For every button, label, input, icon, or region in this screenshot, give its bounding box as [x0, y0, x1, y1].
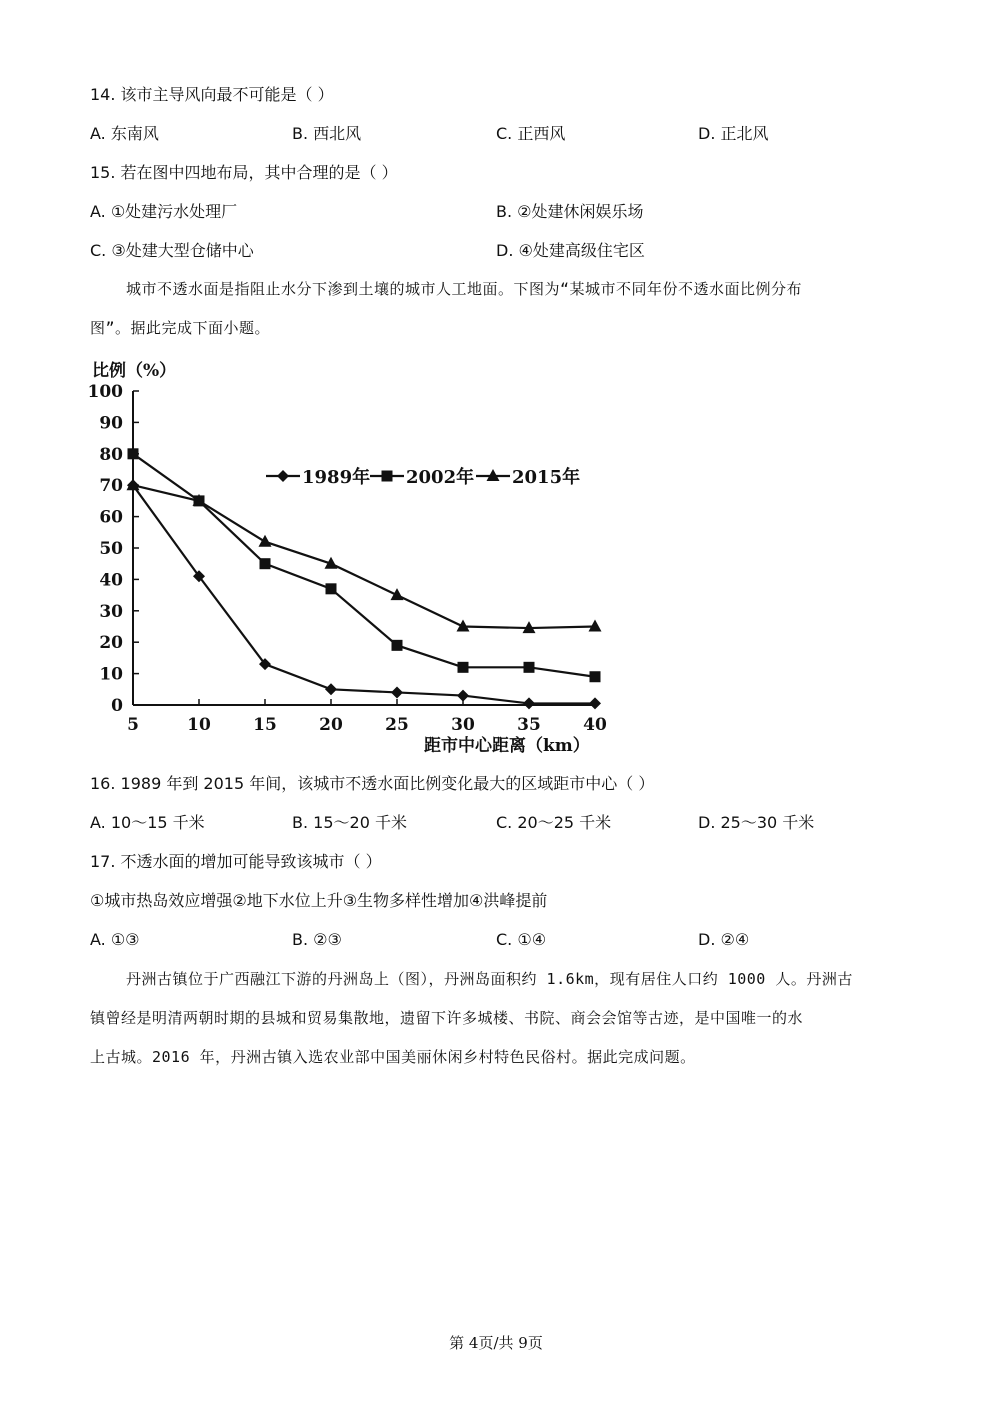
q17-option-a: A. ①③	[90, 930, 140, 949]
legend-item-0	[266, 466, 370, 488]
x-tick-label: 40	[583, 715, 607, 735]
data-point	[259, 535, 272, 547]
q16-stem: 16. 1989 年到 2015 年间，该城市不透水面比例变化最大的区域距市中心（ ）	[90, 774, 655, 793]
intro-paragraph-1	[90, 270, 910, 348]
y-tick-label: 50	[99, 539, 123, 559]
q16-option-c: C. 20～25 千米	[496, 813, 612, 832]
data-point	[458, 662, 469, 673]
x-tick-labels	[127, 715, 607, 735]
x-tick-label: 15	[253, 715, 277, 735]
impervious-surface-line-chart	[80, 355, 620, 765]
y-tick-label: 90	[99, 413, 123, 434]
q17-stem: 17. 不透水面的增加可能导致该城市（ ）	[90, 852, 382, 871]
series-2	[127, 478, 602, 633]
y-tick-label: 30	[99, 601, 123, 622]
legend-label: 1989年	[302, 467, 371, 488]
data-point	[589, 697, 601, 709]
data-point	[524, 662, 535, 673]
data-point	[590, 671, 601, 682]
q16-option-a: A. 10～15 千米	[90, 813, 205, 832]
y-tick-label: 100	[87, 382, 123, 402]
y-axis-label: 比例（%）	[92, 361, 177, 381]
y-tick-label: 40	[99, 570, 123, 591]
x-tick-label: 25	[385, 715, 409, 735]
q16-option-b: B. 15～20 千米	[292, 813, 407, 832]
data-point	[523, 697, 535, 709]
data-point	[326, 583, 337, 594]
intro1-line2: 图”。据此完成下面小题。	[90, 319, 271, 337]
data-point	[457, 690, 469, 702]
q14-option-a: A. 东南风	[90, 124, 159, 143]
intro2-line1: 丹洲古镇位于广西融江下游的丹洲岛上（图），丹洲岛面积约 1.6km，现有居住人口约 1000 人。丹洲古	[126, 970, 853, 988]
q14-option-b: B. 西北风	[292, 124, 362, 143]
page-footer: 第 4页/共 9页	[449, 1334, 543, 1352]
x-axis-label: 距市中心距离（km）	[424, 736, 590, 756]
x-tick-label: 35	[517, 715, 541, 735]
q15-option-a: A. ①处建污水处理厂	[90, 202, 238, 221]
q14-stem: 14. 该市主导风向最不可能是（ ）	[90, 85, 334, 104]
series-line	[133, 485, 595, 628]
x-tick-label: 20	[319, 715, 343, 735]
legend-item-1	[370, 466, 474, 488]
data-point	[128, 448, 139, 459]
chart-axes	[133, 391, 595, 705]
q15-option-d: D. ④处建高级住宅区	[496, 241, 645, 260]
series-0	[127, 479, 601, 709]
x-tick-label: 10	[187, 715, 211, 735]
y-tick-label: 20	[99, 633, 123, 654]
legend-marker	[382, 471, 393, 482]
q16-option-d: D. 25～30 千米	[698, 813, 815, 832]
data-point	[589, 620, 602, 632]
q15-stem: 15. 若在图中四地布局，其中合理的是（ ）	[90, 163, 398, 182]
legend-item-2	[476, 466, 580, 488]
intro1-line1: 城市不透水面是指阻止水分下渗到土壤的城市人工地面。下图为“某城市不同年份不透水面比例分布	[126, 280, 803, 298]
x-tick-label: 5	[127, 715, 139, 735]
intro-paragraph-2	[90, 960, 910, 1077]
q14-option-c: C. 正西风	[496, 124, 566, 143]
legend-marker	[277, 470, 289, 482]
q15-option-c: C. ③处建大型仓储中心	[90, 241, 254, 260]
q17-option-b: B. ②③	[292, 930, 342, 949]
y-tick-label: 70	[99, 476, 123, 497]
q15-option-b: B. ②处建休闲娱乐场	[496, 202, 644, 221]
data-point	[392, 640, 403, 651]
y-tick-labels	[88, 382, 124, 716]
q17-option-d: D. ②④	[698, 930, 750, 949]
q14-option-d: D. 正北风	[698, 124, 769, 143]
y-tick-label: 0	[111, 696, 123, 716]
y-tick-label: 80	[99, 444, 123, 465]
legend-label: 2015年	[512, 467, 581, 488]
q17-option-c: C. ①④	[496, 930, 547, 949]
y-tick-label: 60	[99, 507, 123, 528]
intro2-line2: 镇曾经是明清两朝时期的县城和贸易集散地，遗留下许多城楼、书院、商会会馆等古迹，是中国唯一的水	[90, 1009, 804, 1027]
chart-legend	[266, 466, 580, 488]
legend-label: 2002年	[406, 467, 475, 488]
intro2-line3: 上古城。2016 年，丹洲古镇入选农业部中国美丽休闲乡村特色民俗村。据此完成问题。	[90, 1048, 696, 1066]
data-point	[260, 558, 271, 569]
x-tick-label: 30	[451, 715, 475, 735]
data-point	[391, 686, 403, 698]
y-tick-label: 10	[99, 664, 123, 685]
data-point	[325, 683, 337, 695]
q17-items: ①城市热岛效应增强②地下水位上升③生物多样性增加④洪峰提前	[90, 891, 548, 910]
